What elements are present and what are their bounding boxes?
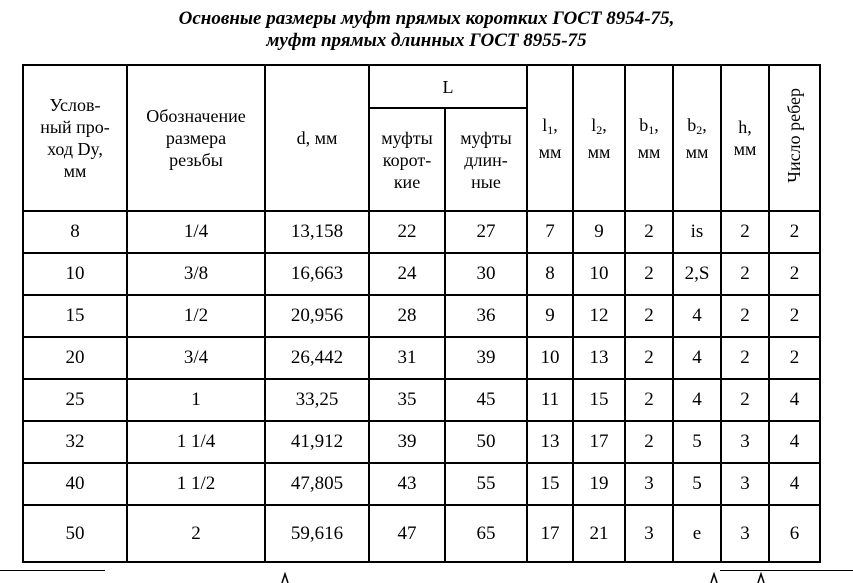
cell-ribs: 4	[769, 379, 820, 421]
cell-d: 13,158	[265, 211, 369, 253]
cell-b2: is	[673, 211, 721, 253]
header-b2-comma: ,	[702, 114, 707, 135]
cell-h: 2	[721, 379, 769, 421]
header-thread-size: Обозначение размера резьбы	[127, 65, 265, 211]
cell-h: 2	[721, 295, 769, 337]
cell-dy: 15	[23, 295, 127, 337]
table-row	[23, 505, 820, 562]
cell-ribs: 2	[769, 295, 820, 337]
table-title	[0, 8, 853, 52]
cell-b2: 4	[673, 379, 721, 421]
cell-short: 35	[369, 379, 445, 421]
cell-thread: 3/8	[127, 253, 265, 295]
cell-long: 45	[445, 379, 527, 421]
cut-off-marks	[0, 570, 853, 583]
cell-l2: 21	[573, 505, 625, 562]
cell-b2: 4	[673, 337, 721, 379]
header-b2-unit: мм	[685, 141, 709, 162]
cell-b1: 3	[625, 463, 673, 505]
cell-l1: 15	[527, 463, 573, 505]
header-b1-comma: ,	[654, 114, 659, 135]
cell-l2: 19	[573, 463, 625, 505]
header-l2-unit: мм	[587, 141, 611, 162]
cell-d: 16,663	[265, 253, 369, 295]
header-b2-subscript: 2	[696, 122, 703, 137]
cell-h: 3	[721, 463, 769, 505]
cell-l2: 15	[573, 379, 625, 421]
cell-dy: 20	[23, 337, 127, 379]
header-h-unit: мм	[733, 139, 757, 159]
header-nominal-bore: Услов- ный про- ход Dy, мм	[23, 65, 127, 211]
cell-l1: 13	[527, 421, 573, 463]
cell-thread: 1 1/2	[127, 463, 265, 505]
cell-d: 47,805	[265, 463, 369, 505]
table-row	[23, 253, 820, 295]
header-b1-subscript: 1	[648, 122, 655, 137]
cell-d: 26,442	[265, 337, 369, 379]
header-l2	[573, 65, 625, 211]
cell-l1: 7	[527, 211, 573, 253]
table-row	[23, 421, 820, 463]
header-rib-count-label: Число ребер	[784, 87, 804, 183]
cell-dy: 50	[23, 505, 127, 562]
cell-l2: 12	[573, 295, 625, 337]
header-row-top	[23, 65, 820, 108]
cell-long: 27	[445, 211, 527, 253]
header-short-coupling: муфты корот- кие	[369, 108, 445, 211]
cell-h: 3	[721, 505, 769, 562]
cell-long: 39	[445, 337, 527, 379]
cell-l2: 13	[573, 337, 625, 379]
header-b2-symbol: b	[687, 114, 697, 135]
cell-thread: 1/4	[127, 211, 265, 253]
arrow-mark-3	[758, 574, 764, 583]
cell-b2: 5	[673, 463, 721, 505]
cell-b2: e	[673, 505, 721, 562]
cell-l2: 10	[573, 253, 625, 295]
cell-long: 36	[445, 295, 527, 337]
cell-thread: 1/2	[127, 295, 265, 337]
table-title-line-2: муфт прямых длинных ГОСТ 8955-75	[266, 30, 587, 51]
table-title-line-1: Основные размеры муфт прямых коротких ГОСТ 8954-75,	[178, 8, 675, 29]
table-row	[23, 379, 820, 421]
header-l2-subscript: 2	[596, 122, 603, 137]
cell-b2: 2,S	[673, 253, 721, 295]
cell-b1: 2	[625, 337, 673, 379]
dimensions-table	[22, 64, 821, 563]
cell-short: 31	[369, 337, 445, 379]
cell-ribs: 2	[769, 337, 820, 379]
header-h	[721, 65, 769, 211]
cell-ribs: 2	[769, 211, 820, 253]
header-l1-subscript: 1	[547, 122, 554, 137]
header-l1-symbol: l	[542, 114, 548, 135]
cell-d: 20,956	[265, 295, 369, 337]
header-b1-unit: мм	[637, 141, 661, 162]
cell-b1: 2	[625, 295, 673, 337]
header-long-coupling: муфты длин- ные	[445, 108, 527, 211]
header-length-group: L	[369, 65, 527, 108]
cell-thread: 2	[127, 505, 265, 562]
cell-short: 24	[369, 253, 445, 295]
cell-l1: 9	[527, 295, 573, 337]
cell-dy: 25	[23, 379, 127, 421]
cell-long: 50	[445, 421, 527, 463]
cell-short: 22	[369, 211, 445, 253]
cell-thread: 1 1/4	[127, 421, 265, 463]
cell-b1: 2	[625, 253, 673, 295]
cell-b1: 2	[625, 211, 673, 253]
header-l1	[527, 65, 573, 211]
header-b2	[673, 65, 721, 211]
cell-h: 2	[721, 253, 769, 295]
cell-ribs: 4	[769, 421, 820, 463]
cell-l1: 17	[527, 505, 573, 562]
cell-short: 28	[369, 295, 445, 337]
table-row	[23, 211, 820, 253]
cell-short: 43	[369, 463, 445, 505]
table-row	[23, 295, 820, 337]
cell-long: 55	[445, 463, 527, 505]
header-l2-symbol: l	[591, 114, 597, 135]
cell-b1: 2	[625, 421, 673, 463]
cell-long: 30	[445, 253, 527, 295]
cell-l1: 8	[527, 253, 573, 295]
cell-l2: 9	[573, 211, 625, 253]
cell-h: 2	[721, 211, 769, 253]
cell-short: 39	[369, 421, 445, 463]
cell-ribs: 4	[769, 463, 820, 505]
cell-dy: 32	[23, 421, 127, 463]
cell-dy: 40	[23, 463, 127, 505]
cell-l1: 11	[527, 379, 573, 421]
header-b1	[625, 65, 673, 211]
cell-b1: 3	[625, 505, 673, 562]
table-body	[23, 211, 820, 562]
cell-thread: 3/4	[127, 337, 265, 379]
arrow-mark-1	[282, 574, 288, 583]
cell-h: 2	[721, 337, 769, 379]
cell-ribs: 6	[769, 505, 820, 562]
cell-dy: 8	[23, 211, 127, 253]
arrow-mark-2	[711, 574, 717, 583]
cell-b2: 4	[673, 295, 721, 337]
table-row	[23, 463, 820, 505]
cell-h: 3	[721, 421, 769, 463]
cell-l2: 17	[573, 421, 625, 463]
cell-ribs: 2	[769, 253, 820, 295]
cell-l1: 10	[527, 337, 573, 379]
table-row	[23, 337, 820, 379]
header-b1-symbol: b	[639, 114, 649, 135]
header-l1-unit: мм	[538, 141, 562, 162]
cell-long: 65	[445, 505, 527, 562]
header-rib-count	[769, 65, 820, 211]
cell-short: 47	[369, 505, 445, 562]
cell-thread: 1	[127, 379, 265, 421]
header-l2-comma: ,	[602, 114, 607, 135]
header-l1-comma: ,	[553, 114, 558, 135]
cell-d: 59,616	[265, 505, 369, 562]
cell-b2: 5	[673, 421, 721, 463]
cell-b1: 2	[625, 379, 673, 421]
cell-dy: 10	[23, 253, 127, 295]
cell-d: 41,912	[265, 421, 369, 463]
header-diameter: d, мм	[265, 65, 369, 211]
cell-d: 33,25	[265, 379, 369, 421]
header-h-symbol: h,	[738, 117, 752, 137]
